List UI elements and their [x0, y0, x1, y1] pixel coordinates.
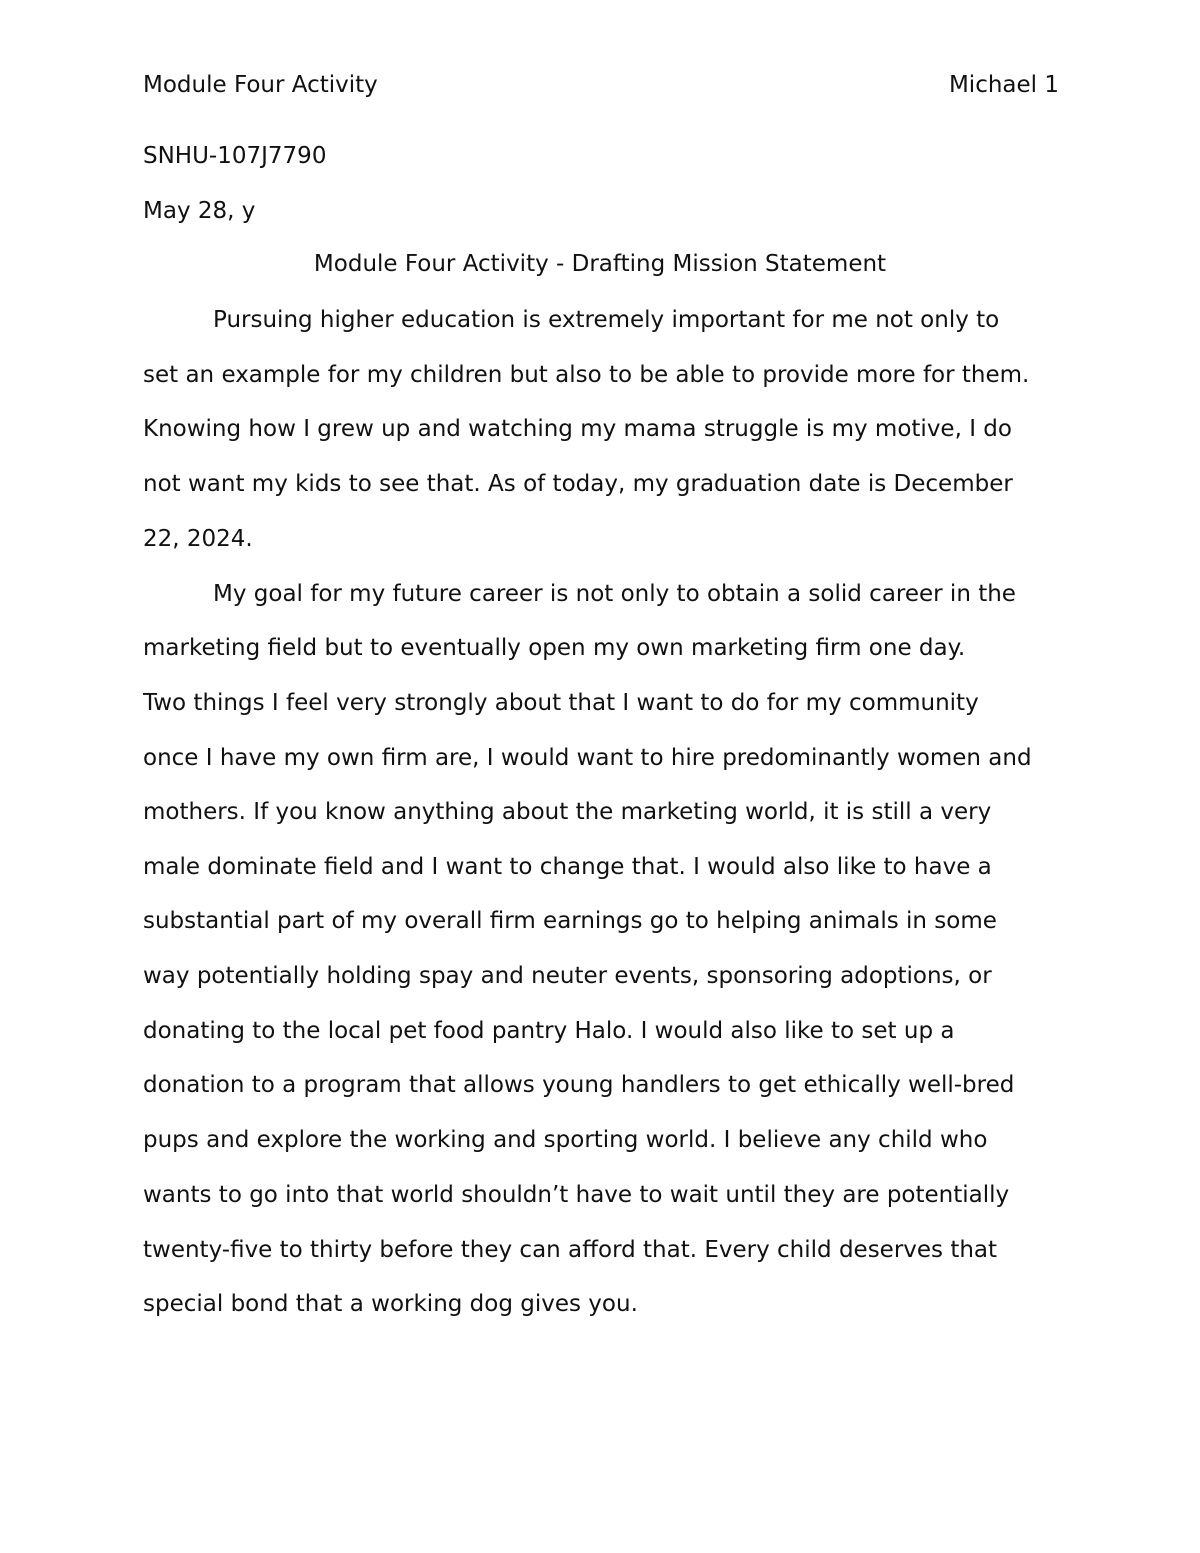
paragraph-line: donating to the local pet food pantry Halo. I would also like to set up a [143, 1018, 955, 1044]
paragraph-line: substantial part of my overall firm earnings go to helping animals in some [143, 908, 997, 934]
paragraph-line: set an example for my children but also to be able to provide more for them. [143, 362, 1030, 388]
paragraph-line: not want my kids to see that. As of today, my graduation date is December [143, 471, 1013, 497]
document-date: May 28, y [143, 198, 256, 224]
paragraph-line: Pursuing higher education is extremely important for me not only to [213, 307, 1000, 333]
paragraph-line: 22, 2024. [143, 526, 253, 552]
paragraph-line: special bond that a working dog gives you. [143, 1291, 638, 1317]
paragraph-line: marketing field but to eventually open my own marketing firm one day. [143, 635, 966, 661]
paragraph-line: twenty-five to thirty before they can afford that. Every child deserves that [143, 1237, 998, 1263]
course-code: SNHU-107J7790 [143, 143, 327, 169]
paragraph-line: wants to go into that world shouldn’t have to wait until they are potentially [143, 1182, 1010, 1208]
document-title: Module Four Activity - Drafting Mission Statement [313, 251, 887, 277]
page-number-label: Michael 1 [948, 72, 1059, 98]
paragraph-line: Two things I feel very strongly about that I want to do for my community [143, 690, 979, 716]
paragraph-line: pups and explore the working and sporting world. I believe any child who [143, 1127, 988, 1153]
paragraph-line: donation to a program that allows young handlers to get ethically well-bred [143, 1072, 1015, 1098]
paragraph-line: mothers. If you know anything about the marketing world, it is still a very [143, 799, 992, 825]
paragraph-line: My goal for my future career is not only to obtain a solid career in the [213, 581, 1016, 607]
paragraph-line: once I have my own firm are, I would want to hire predominantly women and [143, 745, 1032, 771]
running-head: Module Four Activity [143, 72, 378, 98]
paragraph-line: Knowing how I grew up and watching my mama struggle is my motive, I do [143, 416, 1012, 442]
paragraph-line: male dominate field and I want to change that. I would also like to have a [143, 854, 992, 880]
paragraph-line: way potentially holding spay and neuter events, sponsoring adoptions, or [143, 963, 992, 989]
